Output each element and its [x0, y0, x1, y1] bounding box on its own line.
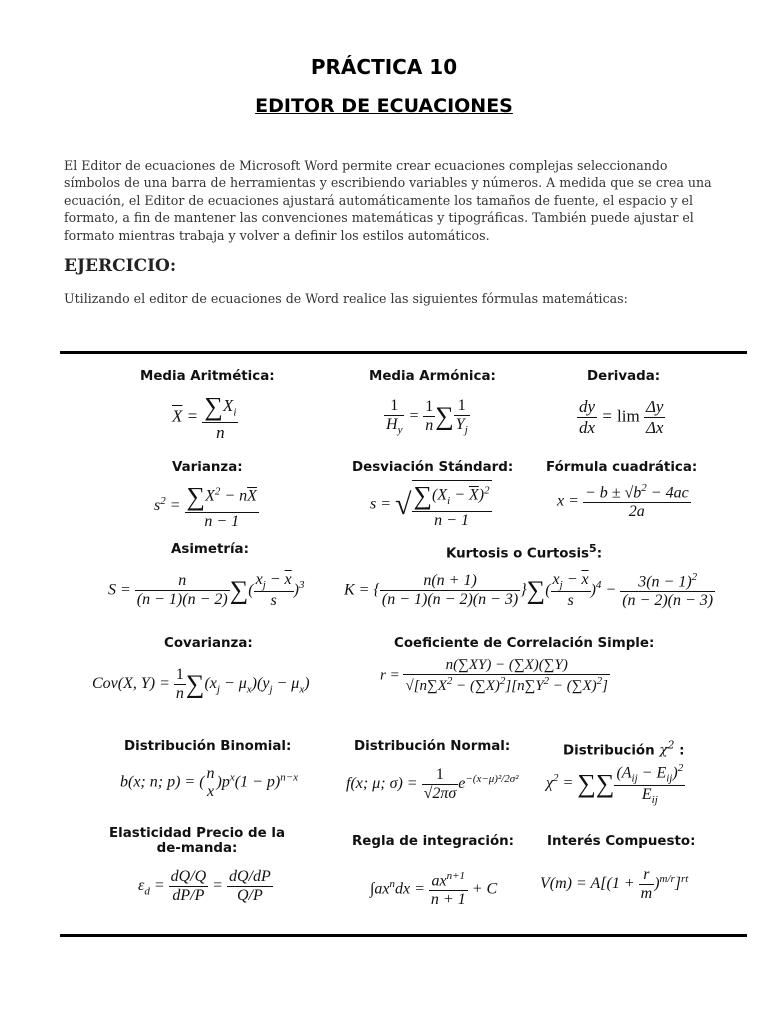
formula-kurtosis: K = { $\frac{n(n + 1)}{(n - 1)(n - 2)(n - 3)}$ }∑( $\frac{x_j - \overline{x}}{s}$ )$^4$ − $\frac{3(n - 1)^2}{(n - 2)(n - 3)}$ — [344, 571, 714, 610]
formula-elasticidad: $\varepsilon_d$ = $\frac{dQ/Q}{dP/P}$ = $\frac{dQ/dP}{Q/P}$ — [138, 868, 271, 904]
heading-media-aritmetica: Media Aritmética: — [140, 369, 275, 384]
heading-varianza: Varianza: — [172, 460, 243, 475]
top-rule — [60, 351, 747, 354]
formula-derivada: $\frac{dy}{dx}$ = lim $\frac{\Delta y}{\Delta x}$ — [579, 397, 664, 437]
formula-binomial: b(x; n; p) = ( n x )$p^x(1 - p)^{n-x}$ — [120, 765, 299, 800]
formula-integracion: $\int ax^ndx$ = $\frac{ax^{n+1}}{n + 1}$ + C — [370, 870, 498, 909]
bottom-rule — [60, 934, 747, 937]
formula-desviacion: s = √ $\frac{\sum(X_i - \overline{X})^2}{n - 1}$ — [370, 481, 490, 529]
heading-kurtosis: Kurtosis o Curtosis$^5$: — [446, 542, 603, 562]
heading-chi: Distribución $\chi^2$ : — [563, 739, 685, 759]
exercise-heading: EJERCICIO: — [64, 256, 177, 276]
heading-interes: Interés Compuesto: — [547, 834, 696, 849]
formula-media-armonica: $\frac{1}{H_y}$ = $\frac{1}{n}$ ∑ $\frac{1}{Y_j}$ — [386, 397, 468, 437]
formula-interes: V(m) = A[(1 + $\frac{r}{m}$ )$^{m/r}$]$^{rt}$ — [540, 866, 689, 902]
formula-chi: $\chi^2$ = ∑∑ $\frac{(A_{ij} - E_{ij})^2}{E_{ij}}$ — [546, 762, 684, 806]
formula-normal: f(x; μ; σ) = $\frac{1}{√2\pi\sigma}$ $e^{-(x-\mu)^2/2\sigma^2}$ — [346, 766, 519, 802]
formula-cuadratica: x = $\frac{- b \pm √b^2 - 4ac}{2a}$ — [557, 482, 689, 521]
heading-covarianza: Covarianza: — [164, 636, 253, 651]
formula-media-aritmetica: $\overline{X}$ = $\frac{\sum X_i}{n}$ — [172, 392, 237, 442]
page-subtitle: EDITOR DE ECUACIONES — [255, 95, 513, 117]
heading-desviacion: Desviación Stándard: — [352, 460, 514, 475]
heading-integracion: Regla de integración: — [352, 834, 515, 849]
heading-correlacion: Coeficiente de Correlación Simple: — [394, 636, 655, 651]
heading-elasticidad: Elasticidad Precio de la de-manda: — [109, 826, 285, 856]
heading-normal: Distribución Normal: — [354, 739, 511, 754]
formula-covarianza: Cov(X, Y) = $\frac{1}{n}$ $\sum(x_j - \mu_x)(y_j - \mu_x)$ — [92, 666, 310, 702]
formula-varianza: $s^2$ = $\frac{\sum X^2 - n\overline{X}}{n - 1}$ — [154, 482, 257, 530]
formula-asimetria: S = $\frac{n}{(n - 1)(n - 2)}$ ∑( $\frac{x_j - \overline{x}}{s}$ )$^3$ — [108, 571, 305, 610]
heading-asimetria: Asimetría: — [171, 542, 249, 557]
heading-binomial: Distribución Binomial: — [124, 739, 292, 754]
page-title: PRÁCTICA 10 — [310, 55, 458, 79]
heading-media-armonica: Media Armónica: — [369, 369, 496, 384]
formula-correlacion: r = $\frac{n(\sum XY) - (\sum X)(\sum Y)}{√[n\sum X^2 - (\sum X)^2][n\sum Y^2 - (\sum X)^2]}$ — [380, 657, 608, 694]
heading-derivada: Derivada: — [587, 369, 661, 384]
exercise-instruction: Utilizando el editor de ecuaciones de Word realice las siguientes fórmulas matemáticas: — [64, 291, 628, 306]
heading-cuadratica: Fórmula cuadrática: — [546, 460, 698, 475]
intro-paragraph: El Editor de ecuaciones de Microsoft Word permite crear ecuaciones complejas seleccionando símbolos de una barra de herramientas y escribiendo variables y números. A medida que se crea una ecuación, el Editor de ecuaciones ajustará automáticamente los tamaños de fuente, el espacio y el formato, a fin de mantener las convenciones matemáticas y tipográficas. También puede ajustar el formato mientras trabaja y volver a definir los estilos automáticos. — [64, 158, 712, 243]
